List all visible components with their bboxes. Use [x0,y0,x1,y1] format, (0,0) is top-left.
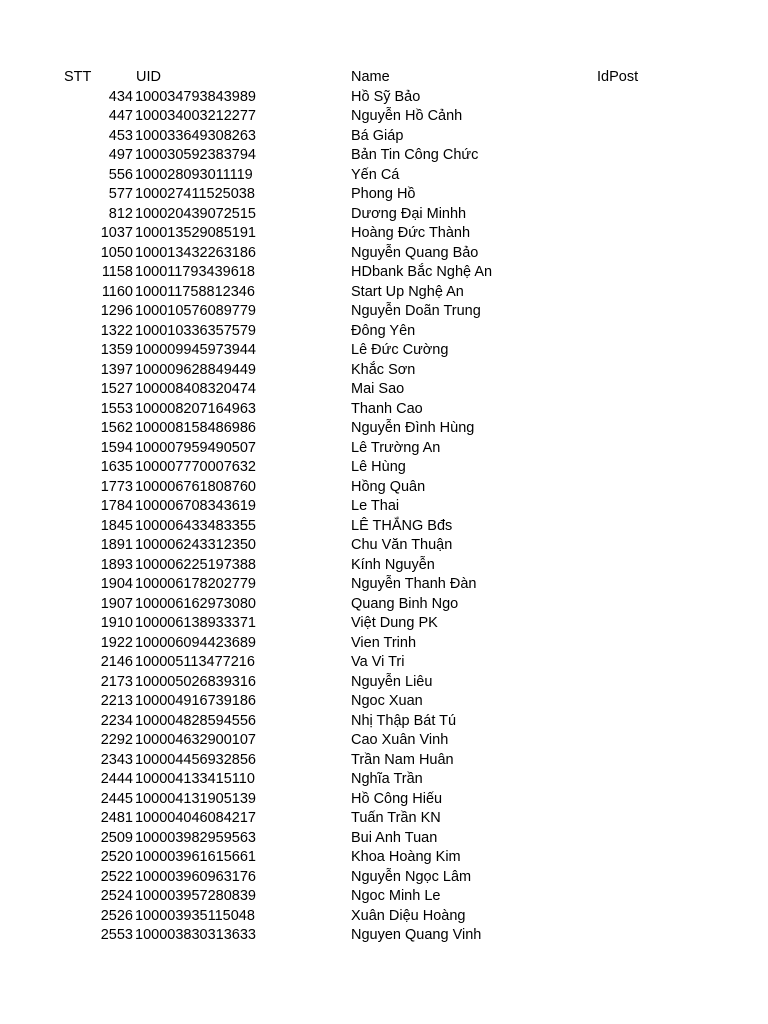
table-row [0,887,768,907]
cell-stt[interactable]: 434 [108,88,133,105]
cell-uid[interactable]: 100013529085191 [135,225,256,241]
table-row [0,146,768,166]
table-row [0,419,768,439]
cell-stt[interactable]: 1527 [100,381,133,397]
table-row [0,400,768,420]
cell-stt[interactable]: 2445 [100,790,133,807]
cell-stt[interactable]: 2343 [100,751,133,768]
cell-name[interactable]: Bui Anh Tuan [351,829,438,846]
cell-name[interactable]: Tuấn Trần KN [351,810,441,826]
table-row [0,322,768,342]
cell-name[interactable]: Nghĩa Trần [351,771,423,787]
cell-uid[interactable]: 100020439072515 [135,205,256,222]
table-row [0,263,768,283]
cell-uid[interactable]: 100010336357579 [135,322,256,339]
cell-name[interactable]: Cao Xuân Vinh [351,732,449,748]
cell-stt[interactable]: 1922 [100,634,133,651]
table-row [0,907,768,927]
cell-stt[interactable]: 1158 [101,264,133,280]
cell-stt[interactable]: 577 [108,186,133,202]
cell-stt[interactable]: 1397 [100,361,133,378]
cell-name[interactable]: Ngoc Xuan [351,693,423,709]
table-row [0,595,768,615]
cell-uid[interactable]: 100003957280839 [135,888,256,904]
cell-stt[interactable]: 2213 [100,693,133,709]
cell-name[interactable]: Va Vi Tri [351,654,405,670]
cell-uid[interactable]: 100006433483355 [135,517,256,534]
cell-name[interactable]: Chu Văn Thuận [351,537,453,553]
table-row [0,790,768,810]
table-row [0,673,768,693]
cell-stt[interactable]: 2524 [100,888,133,904]
cell-uid[interactable]: 100034793843989 [135,88,256,105]
cell-uid[interactable]: 100004046084217 [135,810,256,826]
cell-name[interactable]: Nguyen Quang Vinh [351,927,482,943]
cell-uid[interactable]: 100007959490507 [135,439,256,456]
cell-name[interactable]: Lê Trường An [351,439,441,456]
header-idpost[interactable]: IdPost [597,69,639,85]
cell-name[interactable]: Vien Trinh [351,634,417,651]
table-row [0,634,768,654]
table-row [0,614,768,634]
cell-uid[interactable]: 100011793439618 [135,264,255,280]
cell-name[interactable]: Start Up Nghệ An [351,283,464,300]
table-row [0,848,768,868]
cell-stt[interactable]: 1893 [100,556,133,573]
cell-uid[interactable]: 100008408320474 [135,381,256,397]
cell-uid[interactable]: 100009628849449 [135,361,256,378]
cell-name[interactable]: Le Thai [351,498,400,514]
cell-stt[interactable]: 1594 [100,439,133,456]
table-row [0,575,768,595]
table-row [0,166,768,186]
cell-name[interactable]: Hồng Quân [351,478,426,495]
cell-uid[interactable]: 100005026839316 [135,673,256,690]
cell-name[interactable]: Dương Đại Minhh [351,205,467,222]
cell-stt[interactable]: 556 [108,166,133,183]
table-row [0,926,768,946]
table-row [0,224,768,244]
table-row [0,868,768,888]
header-name[interactable]: Name [351,69,390,85]
cell-uid[interactable]: 100004131905139 [135,790,256,807]
cell-name[interactable]: Lê Đức Cường [351,342,449,358]
cell-uid[interactable]: 100030592383794 [135,147,256,163]
cell-name[interactable]: Ngoc Minh Le [351,888,441,904]
table-row [0,341,768,361]
cell-name[interactable]: Nguyễn Hồ Cảnh [351,108,463,124]
cell-name[interactable]: LÊ THẮNG Bđs [351,517,453,534]
cell-uid[interactable]: 100003960963176 [135,868,256,885]
table-row [0,205,768,225]
table-row [0,439,768,459]
cell-name[interactable]: Nhị Thập Bát Tú [351,712,457,729]
cell-name[interactable]: Nguyễn Ngọc Lâm [351,868,472,885]
table-row [0,751,768,771]
cell-stt[interactable]: 1784 [100,498,133,514]
table-row [0,380,768,400]
cell-stt[interactable]: 447 [108,108,133,124]
cell-uid[interactable]: 100007770007632 [135,459,256,475]
cell-uid[interactable]: 100006708343619 [135,498,256,514]
cell-uid[interactable]: 100004456932856 [135,751,256,768]
cell-stt[interactable]: 1050 [100,244,133,261]
cell-uid[interactable]: 100003830313633 [135,927,256,943]
table-row [0,517,768,537]
table-row [0,302,768,322]
cell-uid[interactable]: 100006178202779 [135,576,256,592]
cell-stt[interactable]: 2520 [100,849,133,865]
cell-stt[interactable]: 2481 [100,810,133,826]
cell-name[interactable]: Hoàng Đức Thành [351,225,471,241]
cell-name[interactable]: Trần Nam Huân [351,751,454,768]
cell-name[interactable]: Nguyễn Thanh Đàn [351,576,477,592]
cell-stt[interactable]: 2234 [100,712,133,729]
table-body [0,88,768,946]
cell-stt[interactable]: 1296 [100,303,133,319]
cell-stt[interactable]: 1845 [100,517,133,534]
cell-stt[interactable]: 1322 [100,322,133,339]
cell-uid[interactable]: 100006094423689 [135,634,256,651]
table-row [0,478,768,498]
cell-name[interactable]: Yến Cá [351,166,400,183]
spreadsheet [0,68,768,946]
header-stt[interactable]: STT [64,69,92,85]
cell-name[interactable]: Kính Nguyễn [351,556,435,573]
cell-uid[interactable]: 100011758812346 [135,283,255,300]
cell-stt[interactable]: 1635 [100,459,133,475]
cell-name[interactable]: Bá Giáp [351,127,404,144]
cell-stt[interactable]: 497 [108,147,133,163]
cell-name[interactable]: Lê Hùng [351,459,406,475]
table-row [0,107,768,127]
cell-name[interactable]: Khoa Hoàng Kim [351,849,461,865]
cell-stt[interactable]: 1037 [100,225,133,241]
cell-name[interactable]: Phong Hồ [351,186,416,202]
table-row [0,770,768,790]
cell-uid[interactable]: 100004828594556 [135,712,256,729]
cell-uid[interactable]: 100006761808760 [135,478,256,495]
cell-name[interactable]: Khắc Sơn [351,361,416,378]
cell-name[interactable]: Thanh Cao [351,400,423,417]
cell-uid[interactable]: 100003935115048 [135,907,255,924]
cell-uid[interactable]: 100003961615661 [135,849,256,865]
table-row [0,809,768,829]
cell-stt[interactable]: 2444 [100,771,133,787]
cell-name[interactable]: Nguyễn Doãn Trung [351,303,481,319]
cell-uid[interactable]: 100028093011119 [135,166,253,183]
cell-uid[interactable]: 100008207164963 [135,400,256,417]
cell-uid[interactable]: 100004133415110 [135,771,255,787]
cell-name[interactable]: Xuân Diệu Hoàng [351,907,466,924]
table-row [0,127,768,147]
cell-stt[interactable]: 1359 [100,342,133,358]
cell-uid[interactable]: 100005113477216 [135,654,255,670]
cell-uid[interactable]: 100003982959563 [135,829,256,846]
cell-name[interactable]: Đông Yên [351,322,416,339]
cell-name[interactable]: Hồ Sỹ Bảo [351,88,421,105]
cell-stt[interactable]: 1773 [100,478,133,495]
cell-stt[interactable]: 453 [108,127,133,144]
cell-uid[interactable]: 100033649308263 [135,127,256,144]
cell-name[interactable]: Hồ Công Hiếu [351,790,443,807]
table-row [0,497,768,517]
cell-stt[interactable]: 1160 [101,283,133,300]
header-uid[interactable]: UID [136,69,161,85]
cell-uid[interactable]: 100027411525038 [135,186,255,202]
table-row [0,283,768,303]
table-row [0,829,768,849]
cell-name[interactable]: HDbank Bắc Nghệ An [351,264,493,280]
cell-name[interactable]: Việt Dung PK [351,615,438,631]
cell-stt[interactable]: 1907 [100,595,133,612]
table-row [0,712,768,732]
cell-name[interactable]: Nguyễn Quang Bảo [351,244,479,261]
cell-stt[interactable]: 1553 [100,400,133,417]
table-row [0,458,768,478]
cell-stt[interactable]: 2526 [100,907,133,924]
cell-name[interactable]: Nguyễn Đình Hùng [351,420,475,436]
cell-name[interactable]: Nguyễn Liêu [351,673,433,690]
cell-name[interactable]: Bản Tin Công Chức [351,147,479,163]
cell-stt[interactable]: 2292 [100,732,133,748]
table-row [0,653,768,673]
table-row [0,536,768,556]
cell-uid[interactable]: 100008158486986 [135,420,256,436]
cell-uid[interactable]: 100006138933371 [135,615,256,631]
cell-uid[interactable]: 100004916739186 [135,693,256,709]
table-row [0,361,768,381]
header-row [0,68,768,88]
cell-uid[interactable]: 100009945973944 [135,342,256,358]
cell-uid[interactable]: 100034003212277 [135,108,256,124]
cell-stt[interactable]: 1910 [100,615,133,631]
cell-uid[interactable]: 100010576089779 [135,303,256,319]
table-row [0,244,768,264]
cell-stt[interactable]: 2509 [100,829,133,846]
cell-stt[interactable]: 1562 [100,420,133,436]
table-row [0,88,768,108]
table-row [0,731,768,751]
cell-stt[interactable]: 2173 [100,673,133,690]
cell-uid[interactable]: 100004632900107 [135,732,256,748]
cell-name[interactable]: Mai Sao [351,381,405,397]
cell-name[interactable]: Quang Binh Ngo [351,595,459,612]
cell-uid[interactable]: 100013432263186 [135,244,256,261]
cell-stt[interactable]: 2553 [100,927,133,943]
cell-uid[interactable]: 100006243312350 [135,537,256,553]
cell-uid[interactable]: 100006225197388 [135,556,256,573]
table-row [0,692,768,712]
cell-stt[interactable]: 812 [108,205,133,222]
cell-stt[interactable]: 2146 [100,654,133,670]
table-row [0,556,768,576]
cell-uid[interactable]: 100006162973080 [135,595,256,612]
cell-stt[interactable]: 1891 [100,537,133,553]
table-row [0,185,768,205]
cell-stt[interactable]: 1904 [100,576,133,592]
cell-stt[interactable]: 2522 [100,868,133,885]
